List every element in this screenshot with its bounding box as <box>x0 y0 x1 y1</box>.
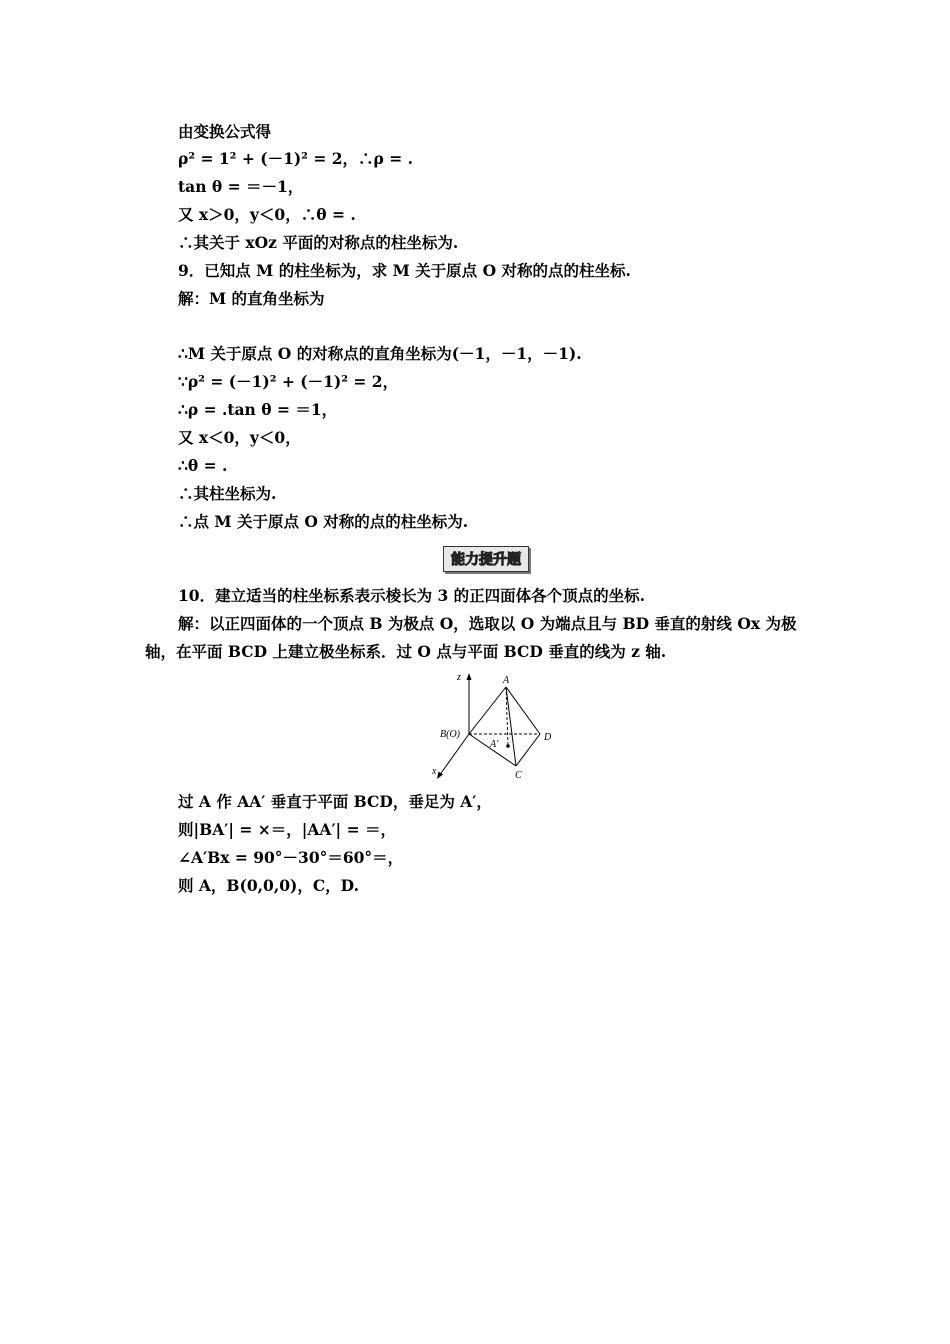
text-line: ∴其关于 xOz 平面的对称点的柱坐标为. <box>178 233 459 252</box>
section-banner <box>443 546 529 572</box>
tetrahedron-figure <box>432 670 562 785</box>
text-line: 则|BA′| = ×＝，|AA′| = ＝， <box>178 820 396 839</box>
text-line: ∴点 M 关于原点 O 对称的点的柱坐标为. <box>178 512 469 531</box>
foot-point <box>506 744 510 748</box>
problem-9: 9．已知点 M 的柱坐标为，求 M 关于原点 O 对称的点的柱坐标. <box>178 261 631 280</box>
solution-label: 解：M 的直角坐标为 <box>178 289 325 308</box>
text-line: ∴其柱坐标为. <box>178 484 277 503</box>
label-Aprime: A′ <box>490 739 499 750</box>
text-line: ∴ρ = .tan θ = ＝1， <box>178 400 338 419</box>
solution-line: 轴，在平面 BCD 上建立极坐标系．过 O 点与平面 BCD 垂直的线为 z 轴. <box>145 642 667 661</box>
text-line: ∴M 关于原点 O 的对称点的直角坐标为(－1，－1，－1). <box>178 344 582 363</box>
text-line: 则 A，B(0,0,0)，C，D. <box>178 876 359 895</box>
edge-AB <box>469 687 506 734</box>
edge-CD <box>516 734 540 766</box>
text-line: ∵ρ² = (－1)² + (－1)² = 2， <box>178 372 399 391</box>
text-line: ρ² = 1² + (－1)² = 2，∴ρ = . <box>178 149 414 168</box>
banner-label: 能力提升题 <box>451 552 521 568</box>
x-axis <box>439 734 469 776</box>
text-line: 过 A 作 AA′ 垂直于平面 BCD，垂足为 A′， <box>178 792 492 811</box>
label-C: C <box>515 770 522 781</box>
text-line: ∠A′Bx = 90°－30°＝60°＝， <box>178 848 404 867</box>
text-line: ∴θ = . <box>178 456 228 475</box>
text-line: 又 x＞0，y＜0，∴θ = . <box>178 205 356 224</box>
solution-line: 解：以正四面体的一个顶点 B 为极点 O，选取以 O 为端点且与 BD 垂直的射线 Ox 为极 <box>178 614 797 633</box>
z-axis-arrow <box>467 673 472 680</box>
label-BO: B(O) <box>440 729 460 740</box>
label-x: x <box>432 766 437 777</box>
x-axis-arrow <box>437 772 443 780</box>
label-D: D <box>544 732 552 743</box>
text-line: 又 x＜0，y＜0， <box>178 428 301 447</box>
label-z: z <box>457 672 461 683</box>
problem-10: 10．建立适当的柱坐标系表示棱长为 3 的正四面体各个顶点的坐标. <box>178 586 646 605</box>
label-A: A <box>503 675 510 686</box>
text-line: 由变换公式得 <box>178 122 272 141</box>
text-line: tan θ = ＝－1， <box>178 177 304 196</box>
